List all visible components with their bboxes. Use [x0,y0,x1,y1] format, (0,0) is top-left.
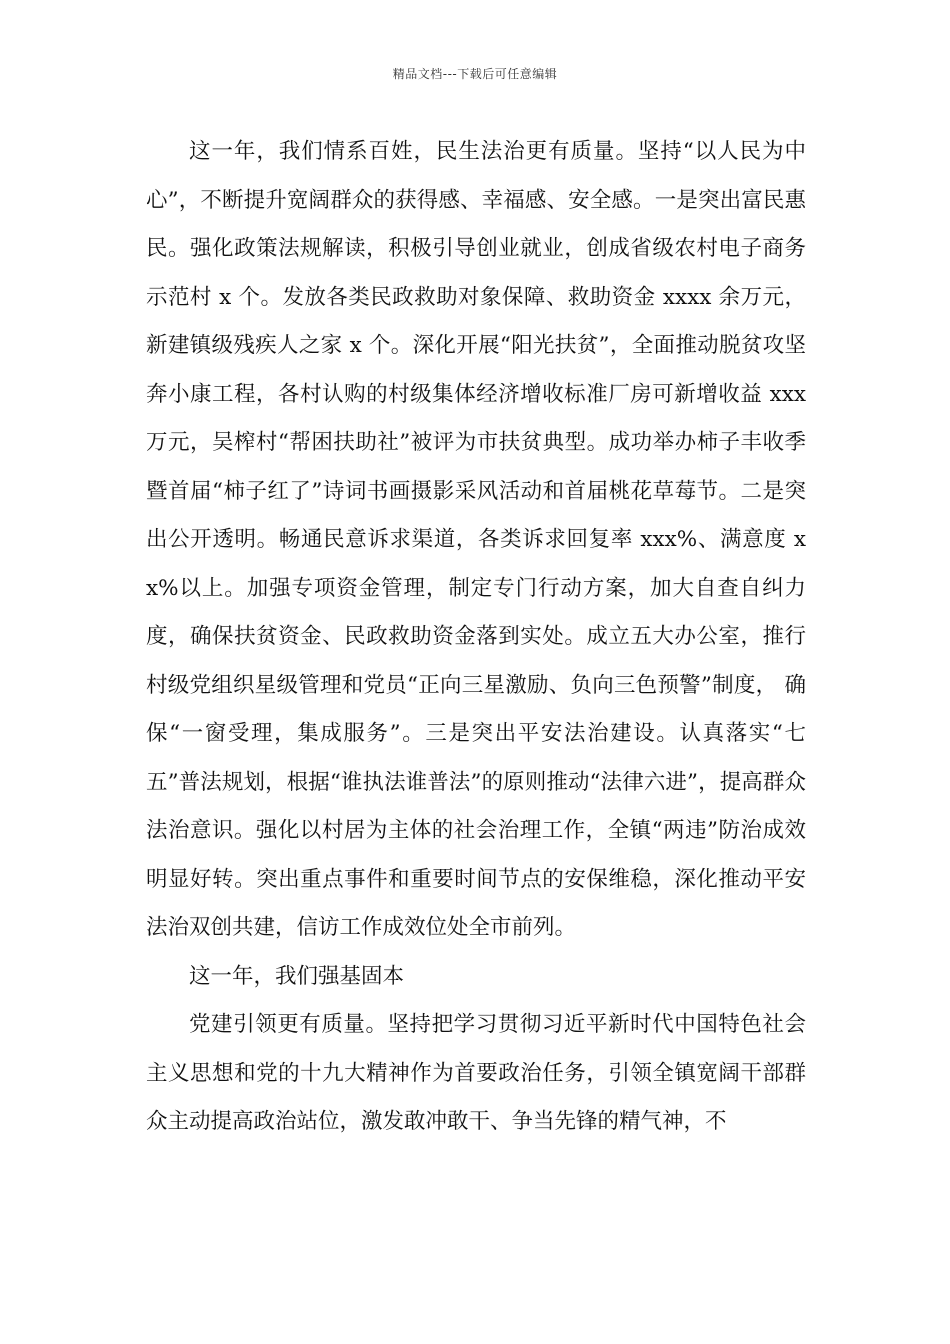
paragraph-foundation-heading: 这一年，我们强基固本 [189,963,405,989]
page-header: 精品文档---下载后可任意编辑 [392,67,558,81]
paragraph-livelihood-rule-of-law: 这一年，我们情系百姓，民生法治更有质量。坚持“以人民为中心”，不断提升宽阔群众的获得感、幸福感、安全感。一是突出富民惠民。强化政策法规解读，积极引导创业就业，创成省级农村电子商务示范村 x 个。发放各类民政救助对象保障、救助资金 xxxx 余万元，新建镇级残疾人之家 x 个。深化开展“阳光扶贫”，全面推动脱贫攻坚奔小康工程，各村认购的村级集体经济增收标准厂房可新增收益 xxx 万元，吴榨村“帮困扶助社”被评为市扶贫典型。成功举办柿子丰收季暨首届“柿子红了”诗词书画摄影采风活动和首届桃花草莓节。二是突出公开透明。畅通民意诉求渠道，各类诉求回复率 xxx%、满意度 xx%以上。加强专项资金管理，制定专门行动方案，加大自查自纠力度，确保扶贫资金、民政救助资金落到实处。成立五大办公室，推行村级党组织星级管理和党员“正向三星激励、负向三色预警”制度， 确保“一窗受理，集成服务”。三是突出平安法治建设。认真落实“七五”普法规划，根据“谁执法谁普法”的原则推动“法律六进”，提高群众法治意识。强化以村居为主体的社会治理工作，全镇“两违”防治成效明显好转。突出重点事件和重要时间节点的安保维稳，深化推动平安法治双创共建，信访工作成效位处全市前列。 [146,139,806,940]
document-body [146,128,806,1147]
paragraph-party-building: 党建引领更有质量。坚持把学习贯彻习近平新时代中国特色社会主义思想和党的十九大精神作为首要政治任务，引领全镇宽阔干部群众主动提高政治站位，激发敢冲敢干、争当先锋的精气神，不 [146,1012,806,1134]
